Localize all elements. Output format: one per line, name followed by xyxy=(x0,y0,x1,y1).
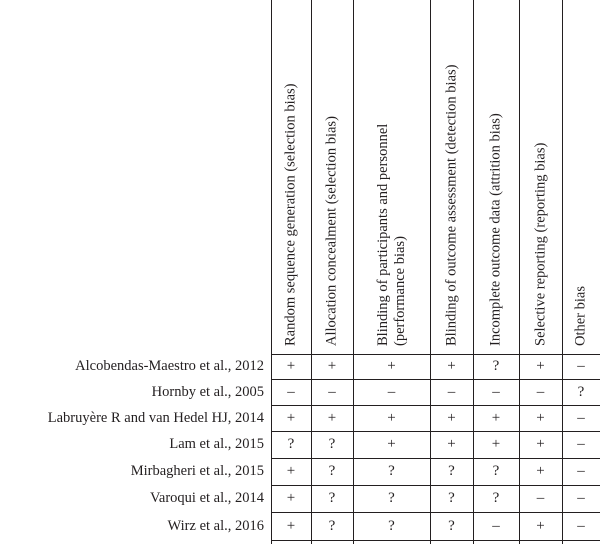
study-name: Labruyère R and van Hedel HJ, 2014 xyxy=(47,410,264,426)
rating-cell: + xyxy=(327,358,337,374)
column-header-line: Other bias xyxy=(572,286,589,346)
rating-cell: + xyxy=(536,358,545,374)
rating-cell: + xyxy=(387,410,396,426)
rating-cell: + xyxy=(286,410,296,426)
rating-cell: ? xyxy=(577,384,585,400)
rating-cell: + xyxy=(447,436,456,452)
rating-cell: + xyxy=(387,436,396,452)
rating-cell: – xyxy=(328,384,336,400)
column-header-text xyxy=(488,113,505,346)
rating-cell: – xyxy=(577,358,585,374)
column-header-text xyxy=(324,116,341,346)
rating-cell: – xyxy=(577,490,585,506)
rating-cell: ? xyxy=(388,490,395,506)
rating-cell: + xyxy=(286,518,296,534)
column-header-line: Selective reporting (reporting bias) xyxy=(532,142,548,346)
column-header-line: Allocation concealment (selection bias) xyxy=(323,116,340,346)
row-rule xyxy=(271,540,600,541)
column-header xyxy=(473,0,519,354)
rating-cell: – xyxy=(577,410,585,426)
rating-cell: ? xyxy=(328,490,336,506)
rating-cell: + xyxy=(536,436,545,452)
rating-cell: – xyxy=(287,384,295,400)
study-name: Wirz et al., 2016 xyxy=(167,518,264,534)
rating-cell: + xyxy=(536,410,545,426)
rating-cell: ? xyxy=(388,518,395,534)
column-header-text xyxy=(443,65,460,346)
rating-cell: – xyxy=(536,384,545,400)
rating-cell: ? xyxy=(492,490,500,506)
rating-cell: ? xyxy=(328,436,336,452)
rating-cell: ? xyxy=(448,490,455,506)
rating-cell: ? xyxy=(328,463,336,479)
rating-cell: – xyxy=(577,436,585,452)
rating-cell: + xyxy=(387,358,396,374)
column-header-text xyxy=(573,286,590,346)
rating-cell: + xyxy=(491,410,501,426)
study-name: Mirbagheri et al., 2015 xyxy=(130,463,264,479)
column-header xyxy=(271,0,311,354)
column-header-line: Blinding of participants and personnel xyxy=(374,123,391,346)
column-header-text xyxy=(532,143,549,346)
rating-cell: ? xyxy=(448,463,455,479)
column-header-line: (performance bias) xyxy=(391,236,408,346)
rating-cell: + xyxy=(286,490,296,506)
rating-cell: ? xyxy=(328,518,336,534)
rating-cell: ? xyxy=(448,518,455,534)
rating-cell: + xyxy=(286,463,296,479)
column-header xyxy=(562,0,600,354)
study-name: Varoqui et al., 2014 xyxy=(150,490,264,506)
rating-cell: ? xyxy=(492,358,500,374)
column-header xyxy=(430,0,473,354)
rating-cell: – xyxy=(577,463,585,479)
column-header xyxy=(311,0,353,354)
rating-cell: ? xyxy=(287,436,295,452)
column-header xyxy=(519,0,562,354)
rating-cell: + xyxy=(491,436,501,452)
rating-cell: + xyxy=(447,410,456,426)
column-header xyxy=(353,0,430,354)
rating-cell: – xyxy=(536,490,545,506)
rating-cell: – xyxy=(492,518,500,534)
column-header-text xyxy=(375,124,409,346)
rating-cell: ? xyxy=(492,463,500,479)
column-header-text xyxy=(283,83,300,346)
column-header-line: Incomplete outcome data (attrition bias) xyxy=(487,113,504,346)
rating-cell: ? xyxy=(388,463,395,479)
rating-cell: + xyxy=(327,410,337,426)
rating-cell: + xyxy=(447,358,456,374)
column-header-line: Blinding of outcome assessment (detection bias) xyxy=(443,64,459,346)
study-name: Alcobendas-Maestro et al., 2012 xyxy=(75,358,264,374)
rating-cell: – xyxy=(577,518,585,534)
column-header-line: Random sequence generation (selection bias) xyxy=(282,83,299,346)
rating-cell: + xyxy=(536,463,545,479)
study-name: Lam et al., 2015 xyxy=(169,436,264,452)
study-name: Hornby et al., 2005 xyxy=(151,384,264,400)
rating-cell: + xyxy=(286,358,296,374)
rating-cell: – xyxy=(492,384,500,400)
rating-cell: – xyxy=(387,384,396,400)
rating-cell: – xyxy=(447,384,456,400)
rating-cell: + xyxy=(536,518,545,534)
